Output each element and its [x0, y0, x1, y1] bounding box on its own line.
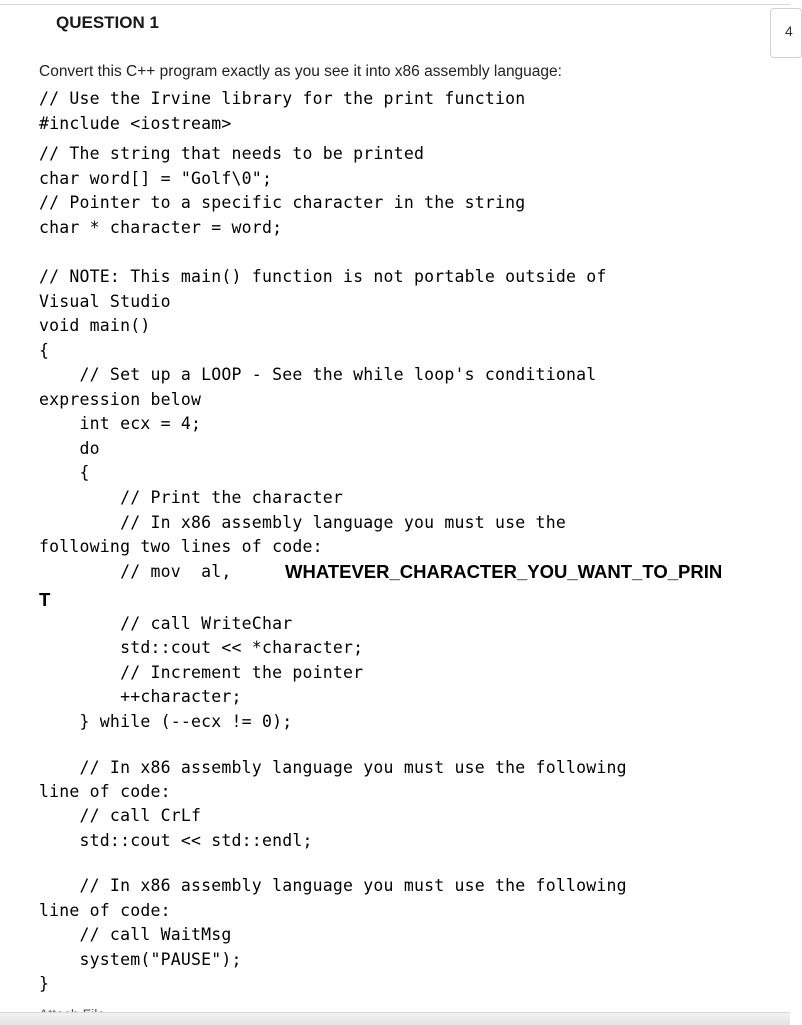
code-line: // call WaitMsg: [39, 925, 232, 944]
code-line: // call CrLf: [39, 806, 202, 825]
code-line: Visual Studio: [39, 292, 171, 311]
code-line: do: [39, 439, 100, 458]
code-line: system("PAUSE");: [39, 950, 242, 969]
code-line: // Set up a LOOP - See the while loop's conditional: [39, 365, 597, 384]
code-line-placeholder-wrap: T: [39, 589, 51, 610]
code-line: {: [39, 341, 50, 360]
code-line: {: [39, 463, 90, 482]
points-value: 4: [785, 23, 793, 39]
top-divider: [0, 4, 790, 5]
code-line: } while (--ecx != 0);: [39, 712, 293, 731]
bottom-toolbar: [0, 1012, 790, 1025]
code-line: ++character;: [39, 687, 242, 706]
question-title: QUESTION 1: [56, 13, 159, 32]
code-line: char word[] = "Golf\0";: [39, 169, 273, 188]
code-line: // The string that needs to be printed: [39, 144, 425, 163]
code-line: line of code:: [39, 901, 171, 920]
code-line: // In x86 assembly language you must use the following: [39, 876, 627, 895]
code-line: expression below: [39, 390, 202, 409]
code-line: std::cout << *character;: [39, 638, 364, 657]
code-line: char * character = word;: [39, 218, 283, 237]
code-line: }: [39, 974, 50, 993]
question-prompt: Convert this C++ program exactly as you see it into x86 assembly language:: [39, 63, 562, 80]
code-line: // Increment the pointer: [39, 663, 364, 682]
code-line: std::cout << std::endl;: [39, 831, 313, 850]
code-line: // Print the character: [39, 488, 344, 507]
code-line: // NOTE: This main() function is not portable outside of: [39, 267, 607, 286]
code-line: // call WriteChar: [39, 614, 293, 633]
code-line: // mov al,: [39, 562, 242, 581]
code-line: void main(): [39, 316, 151, 335]
code-line: // In x86 assembly language you must use the: [39, 513, 566, 532]
code-line: int ecx = 4;: [39, 414, 202, 433]
code-line-placeholder: WHATEVER_CHARACTER_YOU_WANT_TO_PRIN: [285, 561, 723, 582]
code-line: #include <iostream>: [39, 114, 232, 133]
code-line: line of code:: [39, 782, 171, 801]
code-line: // In x86 assembly language you must use the following: [39, 758, 627, 777]
code-line: following two lines of code:: [39, 537, 323, 556]
points-box: [770, 8, 802, 58]
code-line: // Use the Irvine library for the print function: [39, 89, 526, 108]
code-line: // Pointer to a specific character in the string: [39, 193, 526, 212]
